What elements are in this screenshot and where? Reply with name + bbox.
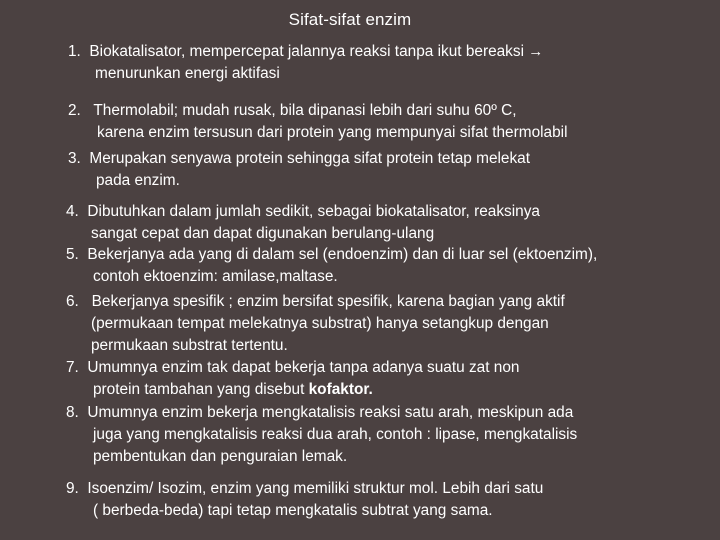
list-item <box>66 357 519 401</box>
item-line: Merupakan senyawa protein sehingga sifat protein tetap melekat <box>89 150 531 167</box>
item-line: contoh ektoenzim: amilase,maltase. <box>93 268 338 285</box>
item-line: permukaan substrat tertentu. <box>91 337 288 354</box>
item-number: 1. <box>68 43 81 60</box>
item-line: pembentukan dan penguraian lemak. <box>93 448 348 465</box>
item-number: 4. <box>66 203 79 220</box>
item-number: 7. <box>66 359 79 376</box>
item-line: Dibutuhkan dalam jumlah sedikit, sebagai biokatalisator, reaksinya <box>87 203 540 220</box>
list-item <box>66 478 543 522</box>
item-line: Thermolabil; mudah rusak, bila dipanasi lebih dari suhu 60º C, <box>93 102 517 119</box>
item-line: Bekerjanya spesifik ; enzim bersifat spesifik, karena bagian yang aktif <box>91 293 565 310</box>
item-number: 2. <box>68 102 81 119</box>
item-line: menurunkan energi aktifasi <box>95 65 280 82</box>
item-line: Umumnya enzim tak dapat bekerja tanpa adanya suatu zat non <box>87 359 520 376</box>
item-line: Biokatalisator, mempercepat jalannya reaksi tanpa ikut bereaksi <box>89 43 529 60</box>
item-number: 8. <box>66 404 79 421</box>
item-number: 5. <box>66 246 79 263</box>
list-item <box>66 402 577 468</box>
item-line: pada enzim. <box>96 172 180 189</box>
item-line: Umumnya enzim bekerja mengkatalisis reaksi satu arah, meskipun ada <box>87 404 574 421</box>
bold-term: kofaktor. <box>308 381 373 398</box>
item-line: (permukaan tempat melekatnya substrat) hanya setangkup dengan <box>91 315 549 332</box>
item-line: Bekerjanya ada yang di dalam sel (endoenzim) dan di luar sel (ektoenzim), <box>87 246 598 263</box>
item-number: 3. <box>68 150 81 167</box>
list-item <box>68 100 568 144</box>
item-line: ( berbeda-beda) tapi tetap mengkatalis subtrat yang sama. <box>93 502 493 519</box>
list-item <box>68 41 543 85</box>
item-line: karena enzim tersusun dari protein yang mempunyai sifat thermolabil <box>97 124 568 141</box>
arrow-right-icon: → <box>528 43 544 60</box>
item-line: juga yang mengkatalisis reaksi dua arah, contoh : lipase, mengkatalisis <box>93 426 578 443</box>
item-line: Isoenzim/ Isozim, enzim yang memiliki struktur mol. Lebih dari satu <box>87 480 544 497</box>
list-item <box>66 291 565 357</box>
list-item <box>66 201 540 245</box>
item-line: sangat cepat dan dapat digunakan berulang-ulang <box>91 225 435 242</box>
item-number: 6. <box>66 293 79 310</box>
item-number: 9. <box>66 480 79 497</box>
list-item <box>66 244 597 288</box>
slide-title: Sifat-sifat enzim <box>288 10 412 29</box>
list-item <box>68 148 530 192</box>
item-line: protein tambahan yang disebut <box>93 381 309 398</box>
